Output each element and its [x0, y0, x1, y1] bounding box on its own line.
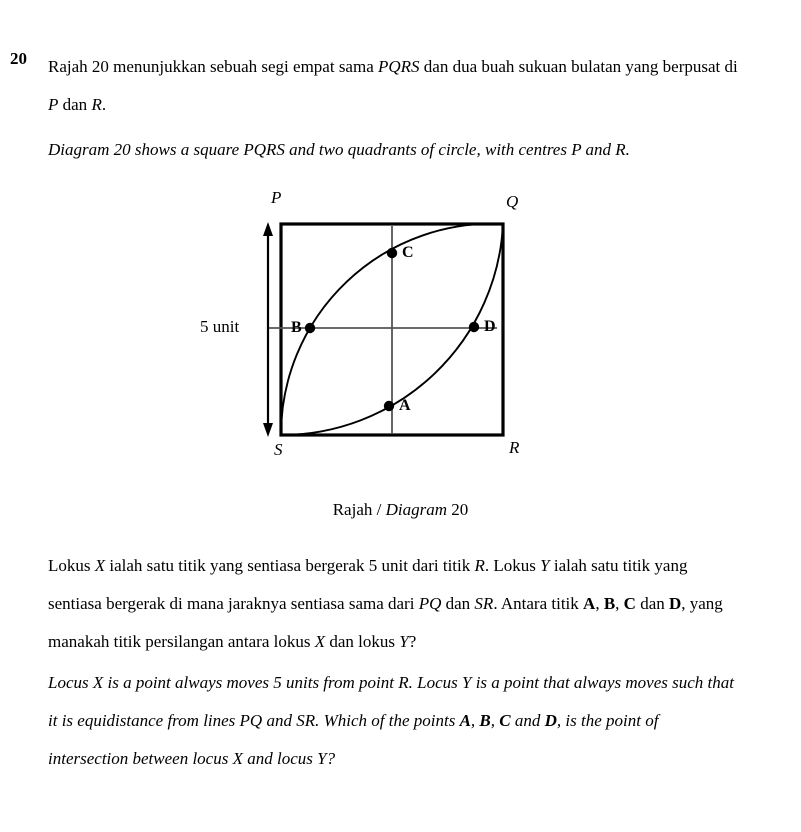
- locus-my-t3: . Lokus: [484, 556, 541, 575]
- locus-my-var-sr: SR: [474, 594, 494, 613]
- point-d-marker: [469, 322, 479, 332]
- locus-en-opt-c: C: [499, 711, 511, 730]
- question-stem-malay: [48, 48, 738, 124]
- stem-english-lead: Diagram 20: [48, 140, 131, 159]
- caption-number: 20: [451, 500, 469, 519]
- vertex-label-r: R: [509, 438, 520, 457]
- locus-en-t3: ,: [490, 711, 500, 730]
- locus-my-var-pq: PQ: [418, 594, 442, 613]
- locus-en-opt-b: B: [479, 711, 491, 730]
- locus-my-t6: . Antara titik: [493, 594, 584, 613]
- locus-en-t5: , is the point of intersection between locus X and locus Y?: [48, 711, 659, 768]
- point-label-a: A: [399, 397, 411, 414]
- point-label-d: D: [484, 318, 496, 335]
- point-c-marker: [387, 248, 397, 258]
- stem-malay-var-p: P: [48, 95, 59, 114]
- locus-my-var-y1: Y: [540, 556, 550, 575]
- stem-english-text: shows a square PQRS and two quadrants of circle, with centres P and R.: [130, 140, 630, 159]
- caption-english: Diagram: [385, 500, 448, 519]
- locus-my-t9: dan: [635, 594, 669, 613]
- locus-my-t2: ialah satu titik yang sentiasa bergerak 5 unit dari titik: [105, 556, 475, 575]
- locus-en-t2: ,: [470, 711, 480, 730]
- locus-paragraph-malay: [48, 547, 738, 661]
- locus-my-t10: , yang manakah titik persilangan antara lokus: [48, 594, 723, 651]
- point-b-marker: [305, 323, 315, 333]
- vertex-label-q: Q: [506, 192, 519, 211]
- stem-malay-var-pqrs: PQRS: [378, 57, 420, 76]
- locus-my-var-r: R: [474, 556, 485, 575]
- diagram-figure: [0, 180, 801, 470]
- dimension-arrow: [263, 222, 273, 437]
- locus-my-t11: dan lokus: [325, 632, 400, 651]
- vertex-label-s: S: [274, 440, 283, 459]
- locus-my-var-x1: X: [94, 556, 106, 575]
- stem-malay-var-r: R: [91, 95, 102, 114]
- stem-malay-text-4: .: [101, 95, 107, 114]
- stem-malay-text-1: Rajah 20 menunjukkan sebuah segi empat sama: [48, 57, 378, 76]
- locus-my-opt-c: C: [623, 594, 636, 613]
- caption-separator: /: [372, 500, 386, 519]
- point-label-b: B: [291, 319, 302, 336]
- stem-malay-text-3: dan: [58, 95, 92, 114]
- locus-my-opt-a: A: [583, 594, 596, 613]
- dimension-label: 5 unit: [200, 317, 240, 336]
- locus-my-var-y2: Y: [399, 632, 409, 651]
- locus-en-t1: Locus X is a point always moves 5 units from point R. Locus Y is a point that always moves such that it is equidistance from lines PQ and SR. Which of the points: [48, 673, 734, 730]
- locus-my-t7: ,: [595, 594, 604, 613]
- locus-paragraph-english: [48, 664, 738, 778]
- question-number: 20: [10, 49, 27, 68]
- vertex-label-p: P: [271, 188, 282, 207]
- locus-en-opt-a: A: [459, 711, 471, 730]
- locus-my-opt-d: D: [668, 594, 682, 613]
- locus-my-var-x2: X: [314, 632, 326, 651]
- question-stem-english: [48, 131, 738, 169]
- locus-my-t1: Lokus: [48, 556, 95, 575]
- stem-malay-text-2: dan dua buah sukuan bulatan yang berpusat di: [419, 57, 738, 76]
- locus-my-t4: ialah satu titik yang sentiasa bergerak di mana jaraknya sentiasa sama dari: [48, 556, 688, 613]
- locus-en-t4: and: [510, 711, 545, 730]
- locus-my-t8: ,: [615, 594, 624, 613]
- caption-malay: Rajah: [332, 500, 373, 519]
- diagram-caption: [0, 500, 801, 520]
- locus-en-opt-d: D: [544, 711, 557, 730]
- point-label-c: C: [402, 244, 414, 261]
- locus-my-t12: ?: [408, 632, 417, 651]
- locus-my-opt-b: B: [603, 594, 616, 613]
- locus-my-t5: dan: [441, 594, 475, 613]
- point-a-marker: [384, 401, 394, 411]
